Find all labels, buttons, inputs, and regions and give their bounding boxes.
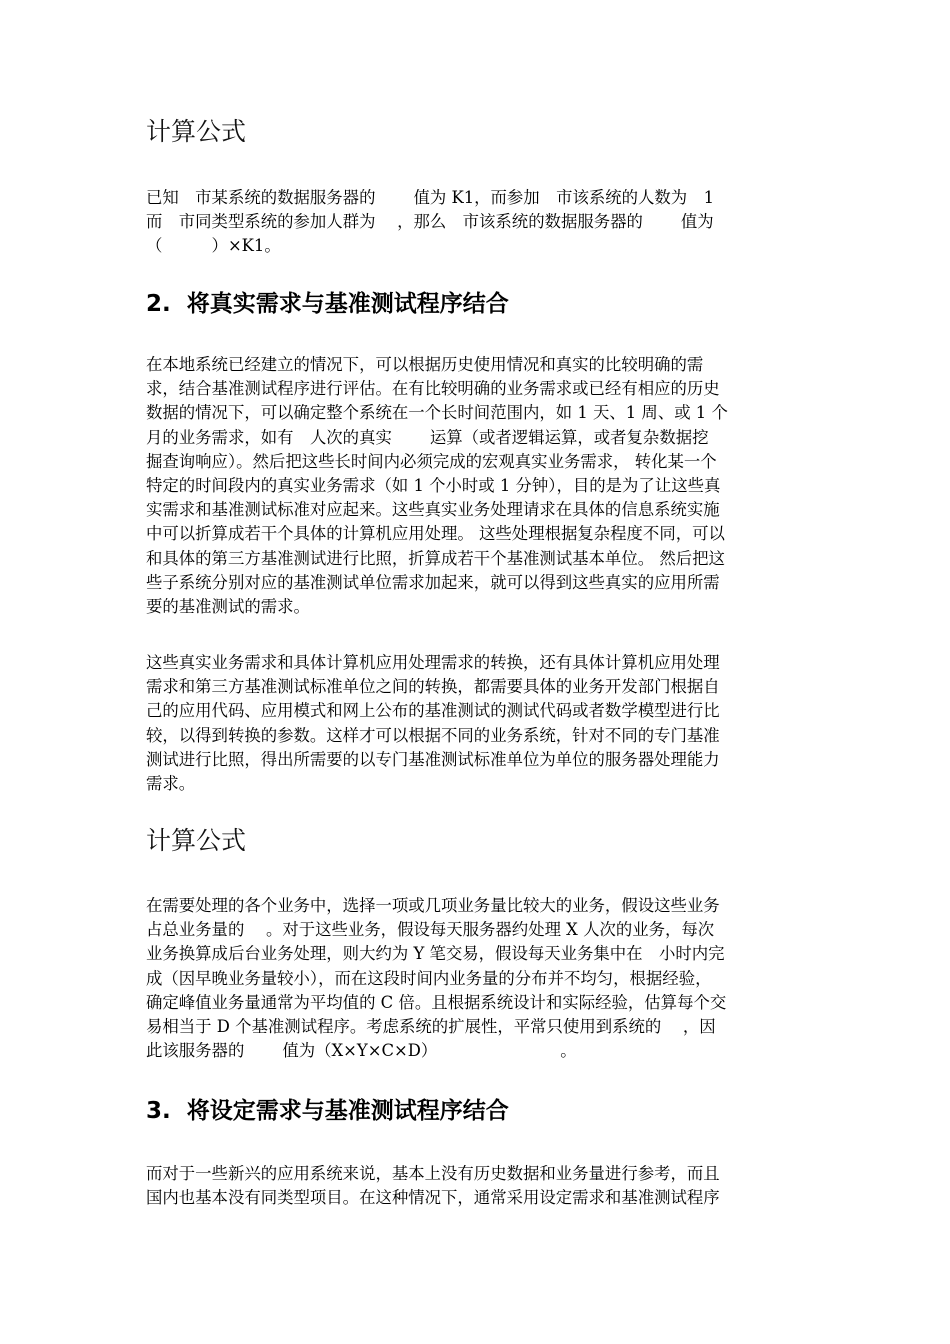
paragraph-line: 国内也基本没有同类型项目。在这种情况下，通常采用设定需求和基准测试程序 [146, 1188, 720, 1208]
paragraph-line: 实需求和基准测试标准对应起来。这些真实业务处理请求在具体的信息系统实施 [146, 500, 720, 520]
paragraph-new-systems [146, 1162, 810, 1210]
paragraph-line: 己的应用代码、应用模式和网上公布的基准测试的测试代码或者数学模型进行比 [146, 701, 720, 721]
section-title: 将真实需求与基准测试程序结合 [186, 291, 509, 317]
paragraph-line: 较，以得到转换的参数。这样才可以根据不同的业务系统，针对不同的专门基准 [146, 725, 720, 745]
sub-heading-formula: 计算公式 [146, 117, 247, 146]
paragraph-real-needs [146, 353, 810, 619]
paragraph-peak-estimate [146, 894, 810, 1063]
section-number: 3. [146, 1098, 171, 1124]
paragraph-line: 掘查询响应）。然后把这些长时间内必须完成的宏观真实业务需求， 转化某一个 [146, 451, 717, 471]
paragraph-line: 成（因早晚业务量较小），而在这段时间内业务量的分布并不均匀，根据经验， [146, 968, 712, 988]
paragraph-line: 月的业务需求，如有 人次的真实 运算（或者逻辑运算，或者复杂数据挖 [146, 427, 709, 447]
paragraph-line: 占总业务量的 。对于这些业务，假设每天服务器约处理 X 人次的业务，每次 [146, 920, 715, 940]
paragraph-line: 些子系统分别对应的基准测试单位需求加起来，就可以得到这些真实的应用所需 [146, 572, 720, 592]
section-heading-3 [146, 1096, 509, 1126]
paragraph-known-k1 [146, 186, 810, 259]
paragraph-line: 特定的时间段内的真实业务需求（如 1 个小时或 1 分钟），目的是为了让这些真 [146, 476, 721, 496]
paragraph-line: 要的基准测试的需求。 [146, 597, 310, 617]
section-number: 2. [146, 291, 171, 317]
paragraph-line: 求，结合基准测试程序进行评估。在有比较明确的业务需求或已经有相应的历史 [146, 379, 720, 399]
paragraph-line: 业务换算成后台业务处理，则大约为 Y 笔交易，假设每天业务集中在 小时内完 [146, 944, 725, 964]
paragraph-line: 数据的情况下，可以确定整个系统在一个长时间范围内，如 1 天、1 周、或 1 个 [146, 403, 728, 423]
paragraph-line: （ ）×K1。 [146, 236, 281, 256]
paragraph-line: 而对于一些新兴的应用系统来说，基本上没有历史数据和业务量进行参考，而且 [146, 1164, 720, 1183]
paragraph-conversion [146, 651, 810, 796]
sub-heading-formula-2: 计算公式 [146, 826, 247, 855]
paragraph-line: 需求和第三方基准测试标准单位之间的转换，都需要具体的业务开发部门根据自 [146, 677, 720, 697]
paragraph-line: 在本地系统已经建立的情况下，可以根据历史使用情况和真实的比较明确的需 [146, 355, 704, 374]
paragraph-line: 测试进行比照，得出所需要的以专门基准测试标准单位为单位的服务器处理能力 [146, 749, 720, 769]
paragraph-line: 此该服务器的 值为（X×Y×C×D） 。 [146, 1041, 577, 1061]
paragraph-line: 确定峰值业务量通常为平均值的 C 倍。且根据系统设计和实际经验，估算每个交 [146, 992, 727, 1012]
paragraph-line: 在需要处理的各个业务中，选择一项或几项业务量比较大的业务，假设这些业务 [146, 896, 720, 915]
section-title: 将设定需求与基准测试程序结合 [186, 1098, 509, 1124]
paragraph-line: 已知 市某系统的数据服务器的 值为 K1，而参加 市该系统的人数为 1 [146, 188, 715, 207]
paragraph-line: 和具体的第三方基准测试进行比照，折算成若干个基准测试基本单位。 然后把这 [146, 548, 725, 568]
paragraph-line: 而 市同类型系统的参加人群为 ，那么 市该系统的数据服务器的 值为 [146, 212, 714, 232]
section-heading-2 [146, 289, 509, 319]
paragraph-line: 需求。 [146, 774, 196, 794]
paragraph-line: 中可以折算成若干个具体的计算机应用处理。 这些处理根据复杂程度不同，可以 [146, 524, 725, 544]
paragraph-line: 易相当于 D 个基准测试程序。考虑系统的扩展性，平常只使用到系统的 ，因 [146, 1017, 716, 1037]
paragraph-line: 这些真实业务需求和具体计算机应用处理需求的转换，还有具体计算机应用处理 [146, 653, 720, 672]
